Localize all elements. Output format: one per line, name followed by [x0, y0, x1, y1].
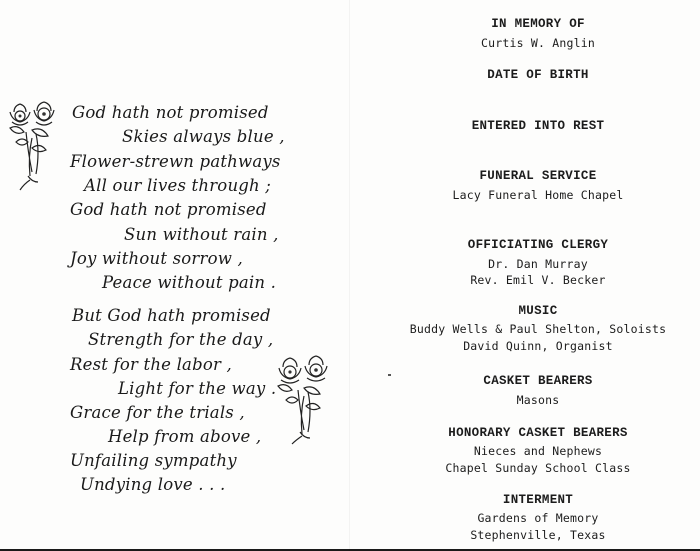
- flower-bouquet-icon: [2, 98, 66, 194]
- section-heading: FUNERAL SERVICE: [479, 169, 597, 183]
- section-heading: ENTERED INTO REST: [471, 119, 605, 133]
- poem-line: Sun without rain ,: [124, 225, 279, 244]
- poem-line: God hath not promised: [72, 103, 269, 122]
- fold-line: [349, 0, 350, 551]
- section-heading: OFFICIATING CLERGY: [467, 238, 609, 252]
- poem-line: All our lives through ;: [84, 176, 272, 195]
- poem-line: Joy without sorrow ,: [70, 249, 243, 268]
- bearer-name: Masons: [516, 393, 560, 407]
- poem-line: Help from above ,: [108, 427, 262, 446]
- poem-line: God hath not promised: [70, 200, 267, 219]
- poem-line: Unfailing sympathy: [70, 451, 237, 470]
- clergy-name: Dr. Dan Murray: [488, 257, 588, 271]
- deceased-name: Curtis W. Anglin: [481, 36, 595, 50]
- poem-line: Light for the way .: [118, 379, 277, 398]
- section-heading: INTERMENT: [502, 493, 574, 507]
- poem-line: Peace without pain .: [102, 273, 277, 292]
- section-heading: CASKET BEARERS: [483, 374, 593, 388]
- poem-line: Skies always blue ,: [122, 127, 285, 146]
- section-heading: DATE OF BIRTH: [487, 68, 589, 82]
- funeral-location: Lacy Funeral Home Chapel: [452, 188, 624, 202]
- poem-line: Undying love . . .: [80, 475, 226, 494]
- section-heading: HONORARY CASKET BEARERS: [448, 426, 628, 440]
- poem-line: Strength for the day ,: [88, 330, 274, 349]
- flower-bouquet-icon: [270, 352, 338, 448]
- poem-line: Grace for the trials ,: [70, 403, 245, 422]
- print-speck: [388, 374, 391, 376]
- clergy-name: Rev. Emil V. Becker: [470, 273, 606, 287]
- poem-line: But God hath promised: [72, 306, 271, 325]
- honorary-name: Nieces and Nephews: [473, 444, 603, 458]
- section-heading: MUSIC: [518, 304, 558, 318]
- music-line: Buddy Wells & Paul Shelton, Soloists: [409, 322, 667, 336]
- poem-line: Flower-strewn pathways: [70, 152, 281, 171]
- interment-line: Stephenville, Texas: [470, 528, 606, 542]
- poem-line: Rest for the labor ,: [70, 355, 232, 374]
- honorary-name: Chapel Sunday School Class: [445, 461, 631, 475]
- music-line: David Quinn, Organist: [463, 339, 613, 353]
- section-heading: IN MEMORY OF: [491, 17, 585, 31]
- interment-line: Gardens of Memory: [477, 511, 599, 525]
